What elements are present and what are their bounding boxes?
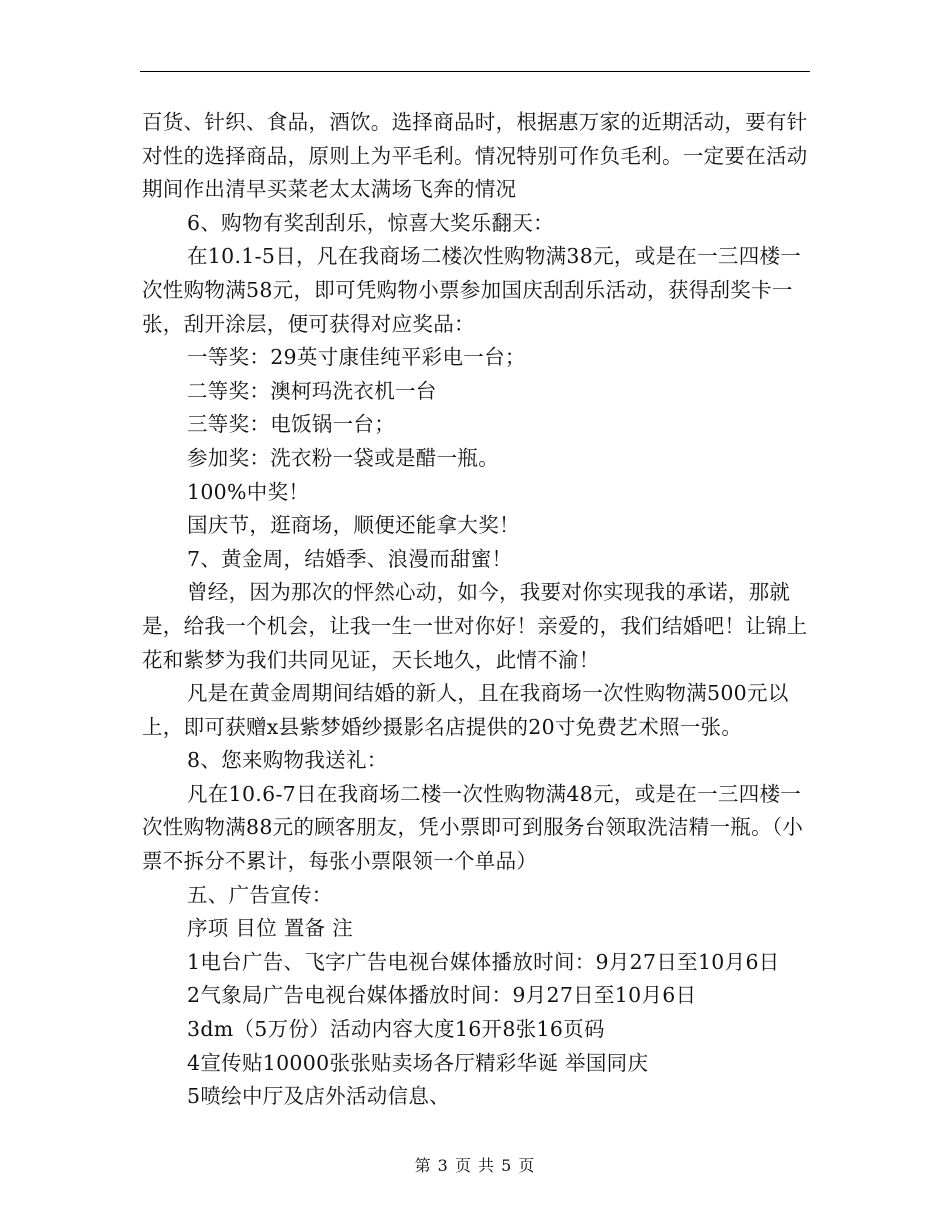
paragraph: 100%中奖！ — [187, 479, 310, 504]
paragraph: 4宣传贴10000张张贴卖场各厅精彩华诞 举国同庆 — [187, 1050, 649, 1075]
paragraph: 曾经，因为那次的怦然心动，如今，我要对你实现我的承诺，那就是，给我一个机会，让我一生一世对你好！亲爱的，我们结婚吧！让锦上花和紫梦为我们共同见证，天长地久，此情不渝！ — [142, 580, 808, 672]
paragraph: 2气象局广告电视台媒体播放时间：9月27日至10月6日 — [187, 983, 697, 1008]
paragraph: 3dm（5万份）活动内容大度16开8张16页码 — [187, 1017, 605, 1042]
paragraph: 8、您来购物我送礼： — [187, 748, 388, 773]
header-rule — [140, 71, 810, 72]
paragraph: 5喷绘中厅及店外活动信息、 — [187, 1084, 450, 1109]
paragraph: 三等奖：电饭锅一台； — [187, 412, 395, 437]
paragraph: 五、广告宣传： — [187, 882, 333, 907]
page-footer: 第 3 页 共 5 页 — [414, 1156, 536, 1175]
paragraph: 二等奖：澳柯玛洗衣机一台 — [187, 378, 437, 403]
paragraph: 序项 目位 置备 注 — [187, 916, 354, 941]
paragraph: 一等奖：29英寸康佳纯平彩电一台； — [187, 345, 526, 370]
document-body — [142, 106, 808, 1114]
paragraph: 6、购物有奖刮刮乐，惊喜大奖乐翻天： — [187, 210, 554, 235]
paragraph: 在10.1-5日，凡在我商场二楼次性购物满38元，或是在一三四楼一次性购物满58元，即可凭购物小票参加国庆刮刮乐活动，获得刮奖卡一张，刮开涂层，便可获得对应奖品： — [142, 244, 802, 336]
paragraph: 国庆节，逛商场，顺便还能拿大奖！ — [187, 513, 520, 538]
paragraph: 7、黄金周，结婚季、浪漫而甜蜜！ — [187, 546, 513, 571]
paragraph: 百货、针织、食品，酒饮。选择商品时，根据惠万家的近期活动，要有针对性的选择商品，原则上为平毛利。情况特别可作负毛利。一定要在活动期间作出清早买菜老太太满场飞奔的情况 — [142, 110, 808, 202]
paragraph: 凡在10.6-7日在我商场二楼一次性购物满48元，或是在一三四楼一次性购物满88元的顾客朋友，凭小票即可到服务台领取洗洁精一瓶。（小票不拆分不累计，每张小票限领一个单品） — [142, 781, 804, 874]
paragraph: 参加奖：洗衣粉一袋或是醋一瓶。 — [187, 445, 499, 470]
paragraph: 1电台广告、飞字广告电视台媒体播放时间：9月27日至10月6日 — [187, 949, 780, 974]
paragraph: 凡是在黄金周期间结婚的新人，且在我商场一次性购物满500元以上，即可获赠x县紫梦婚纱摄影名店提供的20寸免费艺术照一张。 — [142, 681, 789, 739]
